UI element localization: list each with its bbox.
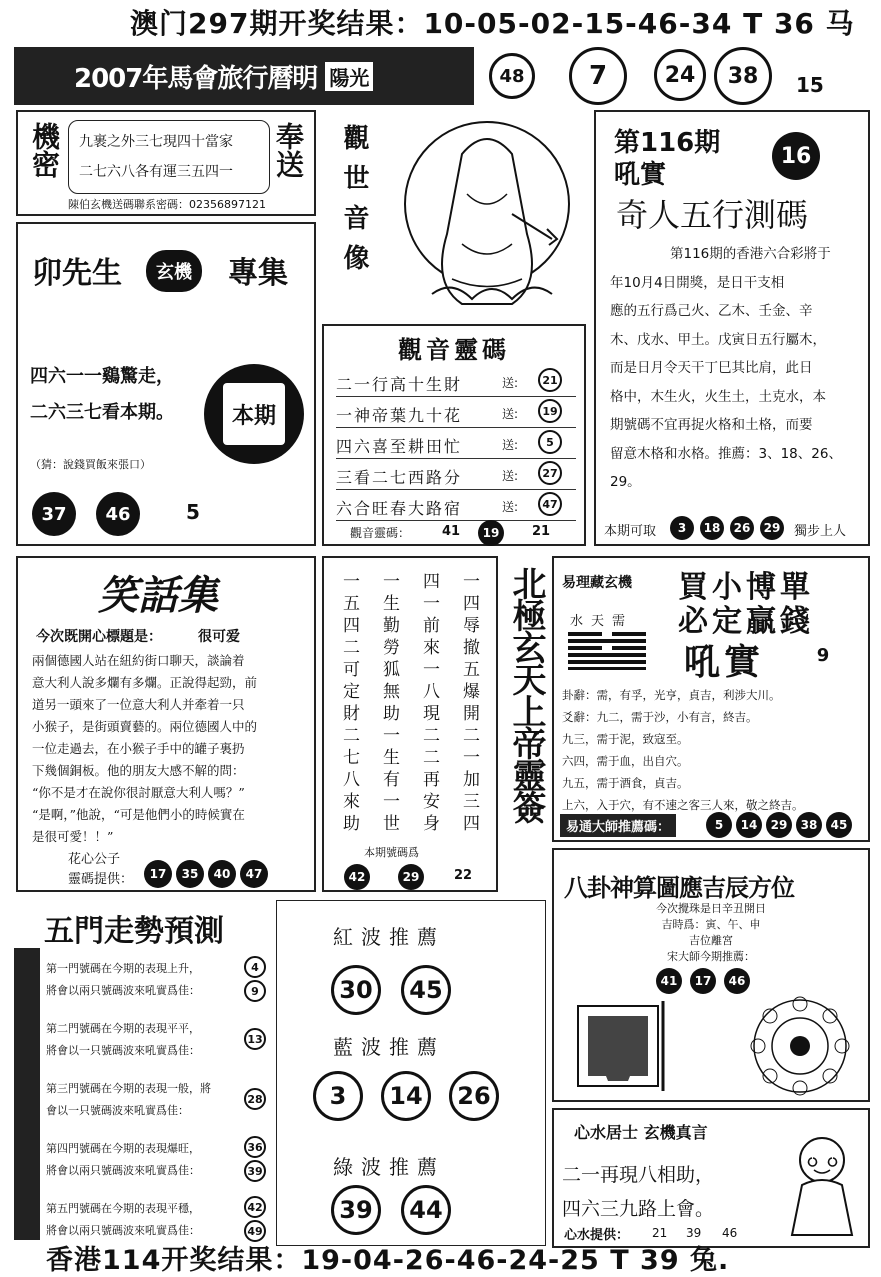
poem-column: 一四辱撤五爆開二一加三四 bbox=[459, 572, 479, 836]
yijing-lines bbox=[562, 684, 868, 816]
joke-line: 兩個德國人站在紐約街口聊天，談論着 bbox=[32, 653, 245, 668]
secret-left-label: 機密 bbox=[28, 122, 61, 178]
issue-title: 奇人五行測碼 bbox=[616, 196, 809, 234]
bagua-ball-2: 17 bbox=[690, 968, 716, 994]
yijing-gua-name: 水天需 bbox=[570, 614, 634, 629]
five-gates-num: 42 bbox=[244, 1196, 266, 1218]
secret-right-label: 奉送 bbox=[272, 122, 305, 178]
guess-title-mid: 玄機 bbox=[146, 250, 202, 292]
waves-red-label: 紅波推薦 bbox=[333, 925, 445, 949]
waves-red-2: 45 bbox=[401, 965, 451, 1015]
yijing-footer-label: 易通大師推薦碼： bbox=[560, 814, 676, 837]
issue-roar-ball: 16 bbox=[772, 132, 820, 180]
guanyin-code-send: 送: bbox=[502, 438, 519, 452]
poem-footer-label: 本期號碼爲 bbox=[364, 846, 419, 859]
guanyin-code-num: 5 bbox=[538, 430, 562, 454]
five-gates-item-line-2: 將會以一只號碼波來吼實爲佳： bbox=[46, 1044, 200, 1057]
guess-title-left: 卯先生 bbox=[32, 256, 122, 291]
five-gates-num: 13 bbox=[244, 1028, 266, 1050]
guess-stamp-text: 本期 bbox=[223, 383, 285, 445]
xinshui-line-1: 二一再現八相助， bbox=[562, 1164, 715, 1186]
issue-body-line: 應的五行爲己火、乙木、壬金、辛 bbox=[610, 303, 813, 319]
five-gates-item-line-1: 第三門號碼在今期的表現一般，將 bbox=[46, 1082, 211, 1095]
poem-columns bbox=[332, 572, 492, 852]
secret-box bbox=[16, 110, 316, 216]
joke-line: “是啊，”他說，“可是他們小的時候實在 bbox=[32, 807, 245, 822]
yijing-line: 爻辭：九二，需于沙，小有言，終吉。 bbox=[562, 710, 758, 724]
issue-footer-ball-4: 29 bbox=[760, 516, 784, 540]
five-gates-item bbox=[46, 1136, 272, 1196]
yijing-headline-1: 買小博單 bbox=[678, 570, 814, 605]
poem-column: 四一前來一八現二二再安身 bbox=[419, 572, 439, 836]
guanyin-code-send: 送: bbox=[502, 469, 519, 483]
guanyin-codes-footer-label: 觀音靈碼： bbox=[350, 526, 411, 540]
guanyin-codes-footer-1: 41 bbox=[442, 524, 461, 539]
issue-footer-ball-2: 18 bbox=[700, 516, 724, 540]
secret-inner bbox=[68, 120, 270, 194]
guanyin-figure-image bbox=[392, 114, 582, 314]
guess-box bbox=[16, 222, 316, 546]
waves-blue-3: 26 bbox=[449, 1071, 499, 1121]
five-gates-item bbox=[46, 1016, 272, 1076]
yijing-box bbox=[552, 556, 870, 842]
guanyin-title: 觀世音像 bbox=[339, 124, 369, 284]
guess-ball-1: 37 bbox=[32, 492, 76, 536]
guess-hint: （猜：說錢買飯來張口） bbox=[30, 458, 151, 471]
poem-column: 一生勤勞狐無助一生有一世 bbox=[379, 572, 399, 836]
guanyin-code-text: 二一行高十生財 bbox=[336, 375, 463, 394]
xinshui-ball-3: 46 bbox=[722, 1226, 738, 1240]
yijing-line: 六四，需于血，出自穴。 bbox=[562, 754, 689, 768]
joke-box bbox=[16, 556, 316, 892]
joke-ball-2: 35 bbox=[176, 860, 204, 888]
joke-line: 意大利人說多爛有多爛。正說得起勁，前 bbox=[32, 675, 258, 690]
secret-line-2: 二七六八各有運三五四一 bbox=[79, 164, 233, 180]
xinshui-ball-1: 21 bbox=[652, 1226, 668, 1240]
guanyin-code-row bbox=[336, 428, 576, 459]
header-ball-3: 24 bbox=[654, 49, 706, 101]
bagua-box bbox=[552, 848, 870, 1102]
guanyin-code-num: 21 bbox=[538, 368, 562, 392]
xinshui-ball-2: 39 bbox=[686, 1226, 702, 1240]
issue-body-line: 留意木格和水格。推薦：3、18、26、 bbox=[610, 445, 842, 462]
bagua-title: 八卦神算圖應吉辰方位 bbox=[564, 874, 794, 902]
five-gates-panel bbox=[14, 900, 272, 1250]
poem-ball-2: 29 bbox=[398, 864, 424, 890]
joke-author: 花心公子 bbox=[68, 852, 121, 867]
waves-blue-1: 3 bbox=[313, 1071, 363, 1121]
yijing-line: 上六，入于穴，有不速之客三人來，敬之終吉。 bbox=[562, 798, 804, 812]
bagua-deity-image bbox=[568, 996, 688, 1096]
five-gates-num: 28 bbox=[244, 1088, 266, 1110]
issue-body bbox=[610, 240, 868, 497]
waves-blue-label: 藍波推薦 bbox=[333, 1035, 445, 1059]
guess-stamp bbox=[204, 364, 304, 464]
issue-footer-ball-1: 3 bbox=[670, 516, 694, 540]
header-sun-text: 陽光 bbox=[325, 62, 373, 91]
issue-body-line: 29。 bbox=[610, 474, 641, 490]
five-gates-num: 36 bbox=[244, 1136, 266, 1158]
guanyin-codes-footer-3: 21 bbox=[532, 524, 551, 539]
five-gates-item-line-1: 第五門號碼在今期的表現平穩， bbox=[46, 1202, 200, 1215]
five-gates-item bbox=[46, 1076, 272, 1136]
issue-body-line: 木、戊水、甲土。戊寅日五行屬木， bbox=[610, 331, 826, 348]
yijing-ball-5: 45 bbox=[826, 812, 852, 838]
bagua-line-2: 吉時爲：寅、午、申 bbox=[661, 918, 761, 931]
joke-topic-label: 今次既開心標題是： bbox=[36, 629, 162, 645]
five-gates-num: 4 bbox=[244, 956, 266, 978]
yijing-ball-1: 5 bbox=[706, 812, 732, 838]
yijing-label: 易理藏玄機 bbox=[562, 575, 632, 591]
waves-green-2: 44 bbox=[401, 1185, 451, 1235]
yijing-ball-3: 29 bbox=[766, 812, 792, 838]
guanyin-code-text: 三看二七西路分 bbox=[336, 468, 463, 487]
guanyin-panel bbox=[322, 110, 587, 320]
five-gates-item-line-1: 第二門號碼在今期的表現平平， bbox=[46, 1022, 200, 1035]
five-gates-side-bar bbox=[14, 948, 40, 1240]
joke-line: 是很可愛！！” bbox=[32, 829, 114, 844]
guanyin-codes-footer-2: 19 bbox=[478, 520, 504, 546]
header-title: 2007年馬會旅行曆明 bbox=[74, 63, 318, 94]
issue-footer-ball-3: 26 bbox=[730, 516, 754, 540]
joke-topic: 很可爱 bbox=[198, 629, 240, 645]
issue-roar: 吼實 bbox=[614, 160, 667, 190]
yijing-ball-2: 14 bbox=[736, 812, 762, 838]
guanyin-code-row bbox=[336, 366, 576, 397]
yijing-line: 九三，需于泥，致寇至。 bbox=[562, 732, 689, 746]
yijing-hexagram-icon bbox=[568, 632, 648, 670]
top-result-banner: 澳门297期开奖结果：10-05-02-15-46-34 T 36 马 bbox=[130, 7, 855, 40]
secret-footer: 陳伯玄機送碼聯系密碼：02356897121 bbox=[68, 198, 266, 211]
guess-verse-1: 四六一一鷄驚走， bbox=[30, 366, 174, 387]
poem-ball-1: 42 bbox=[344, 864, 370, 890]
waves-box bbox=[276, 900, 546, 1246]
guanyin-code-text: 一神帝葉九十花 bbox=[336, 406, 463, 425]
joke-line: 道另一頭來了一位意大利人并牽着一只 bbox=[32, 697, 245, 712]
guanyin-code-row bbox=[336, 490, 576, 521]
issue-body-line: 年10月4日開獎，是日干支相 bbox=[610, 274, 785, 291]
header-strip bbox=[14, 47, 874, 107]
joke-lines bbox=[32, 650, 312, 848]
issue-footer-tail: 獨步上人 bbox=[794, 524, 847, 539]
header-ball-4: 38 bbox=[714, 47, 772, 105]
bagua-line-1: 今次攪珠是日辛丑開日 bbox=[656, 902, 766, 915]
waves-red-1: 30 bbox=[331, 965, 381, 1015]
poem-ball-3: 22 bbox=[454, 868, 473, 883]
secret-line-1: 九裹之外三七現四十當家 bbox=[79, 134, 233, 150]
waves-green-1: 39 bbox=[331, 1185, 381, 1235]
xinshui-box bbox=[552, 1108, 870, 1248]
joke-line: 小猴子，是街頭賣藝的。兩位德國人中的 bbox=[32, 719, 258, 734]
guanyin-code-num: 19 bbox=[538, 399, 562, 423]
guanyin-code-num: 47 bbox=[538, 492, 562, 516]
five-gates-list bbox=[46, 956, 272, 1256]
issue-body-line: 期號碼不宜再捉火格和土格，而要 bbox=[610, 417, 813, 433]
guess-title-right: 專集 bbox=[228, 256, 288, 291]
issue-body-line: 而是日月令天干丁巳其比肩，此日 bbox=[610, 360, 813, 376]
guanyin-code-num: 27 bbox=[538, 461, 562, 485]
header-ball-1: 48 bbox=[489, 53, 535, 99]
poem-box bbox=[322, 556, 498, 892]
guess-verse-2: 二六三七看本期。 bbox=[30, 402, 174, 423]
yijing-roar-ball: 9 bbox=[806, 638, 840, 672]
five-gates-item-line-1: 第一門號碼在今期的表現上升， bbox=[46, 962, 200, 975]
xinshui-line-2: 四六三九路上會。 bbox=[562, 1198, 715, 1220]
guanyin-code-send: 送: bbox=[502, 376, 519, 390]
guanyin-code-send: 送: bbox=[502, 407, 519, 421]
issue-number: 第116期 bbox=[614, 128, 721, 158]
five-gates-num: 39 bbox=[244, 1160, 266, 1182]
yijing-line: 卦辭：需，有孚，光亨，貞吉，利涉大川。 bbox=[562, 688, 781, 702]
guanyin-code-row bbox=[336, 459, 576, 490]
joke-line: “你不是才在說你很討厭意大利人嗎？” bbox=[32, 785, 245, 800]
issue-body-line: 格中，木生火，火生土，土克水，本 bbox=[610, 388, 826, 405]
five-gates-item bbox=[46, 956, 272, 1016]
joke-provider: 靈碼提供： bbox=[68, 872, 134, 887]
guanyin-codes-title: 觀音靈碼 bbox=[398, 336, 510, 364]
bottom-result-banner: 香港114开奖结果：19-04-26-46-24-25 T 39 兔. bbox=[46, 1245, 730, 1276]
guanyin-code-row bbox=[336, 397, 576, 428]
xinshui-provider: 心水提供： bbox=[564, 1228, 630, 1243]
guanyin-code-text: 四六喜至耕田忙 bbox=[336, 437, 463, 456]
bagua-compass-image bbox=[740, 996, 860, 1096]
yijing-ball-4: 38 bbox=[796, 812, 822, 838]
header-ball-2: 7 bbox=[569, 47, 627, 105]
xinshui-monk-image bbox=[782, 1130, 862, 1240]
yijing-line: 九五，需于酒食，貞吉。 bbox=[562, 776, 689, 790]
joke-ball-3: 40 bbox=[208, 860, 236, 888]
waves-green-label: 綠波推薦 bbox=[333, 1155, 445, 1179]
joke-ball-1: 17 bbox=[144, 860, 172, 888]
yijing-headline-2: 必定贏錢 bbox=[678, 604, 814, 639]
header-ball-5: 15 bbox=[796, 73, 824, 97]
issue-body-line: 第116期的香港六合彩將于 bbox=[670, 246, 831, 262]
five-gates-item-line-1: 第四門號碼在今期的表現爆旺， bbox=[46, 1142, 200, 1155]
xinshui-title: 心水居士 玄機真言 bbox=[574, 1123, 708, 1142]
bagua-ball-3: 46 bbox=[724, 968, 750, 994]
issue-box bbox=[594, 110, 870, 546]
guess-ball-3: 5 bbox=[186, 500, 200, 524]
joke-line: 一位走過去，在小猴子手中的罐子裏扔 bbox=[32, 741, 245, 756]
bagua-ball-1: 41 bbox=[656, 968, 682, 994]
waves-blue-2: 14 bbox=[381, 1071, 431, 1121]
poem-column: 一五四二可定財二七八來助 bbox=[339, 572, 359, 836]
bagua-line-3: 吉位離宮 bbox=[689, 934, 733, 947]
five-gates-title: 五門走勢預測 bbox=[44, 914, 224, 949]
five-gates-item-line-2: 將會以兩只號碼波來吼實爲佳： bbox=[46, 1164, 200, 1177]
guanyin-codes-rows bbox=[336, 366, 576, 521]
five-gates-item-line-2: 將會以兩只號碼波來吼實爲佳： bbox=[46, 1224, 200, 1237]
guess-ball-2: 46 bbox=[96, 492, 140, 536]
five-gates-item-line-2: 將會以兩只號碼波來吼實爲佳： bbox=[46, 984, 200, 997]
five-gates-num: 49 bbox=[244, 1220, 266, 1242]
guanyin-code-send: 送: bbox=[502, 500, 519, 514]
joke-ball-4: 47 bbox=[240, 860, 268, 888]
header-title-banner bbox=[14, 47, 474, 105]
joke-title: 笑話集 bbox=[98, 573, 218, 619]
guanyin-code-text: 六合旺春大路宿 bbox=[336, 499, 463, 518]
five-gates-item-line-2: 會以一只號碼波來吼實爲佳： bbox=[46, 1104, 189, 1117]
issue-footer-label: 本期可取 bbox=[604, 524, 657, 539]
bagua-line-4: 宋大師今期推薦： bbox=[667, 950, 755, 963]
five-gates-num: 9 bbox=[244, 980, 266, 1002]
joke-line: 下幾個銅板。他的朋友大感不解的問： bbox=[32, 763, 245, 778]
guanyin-codes-box bbox=[322, 324, 586, 546]
beiji-title: 北極玄天上帝靈簽 bbox=[506, 566, 546, 822]
yijing-roar: 吼實 bbox=[684, 642, 765, 683]
